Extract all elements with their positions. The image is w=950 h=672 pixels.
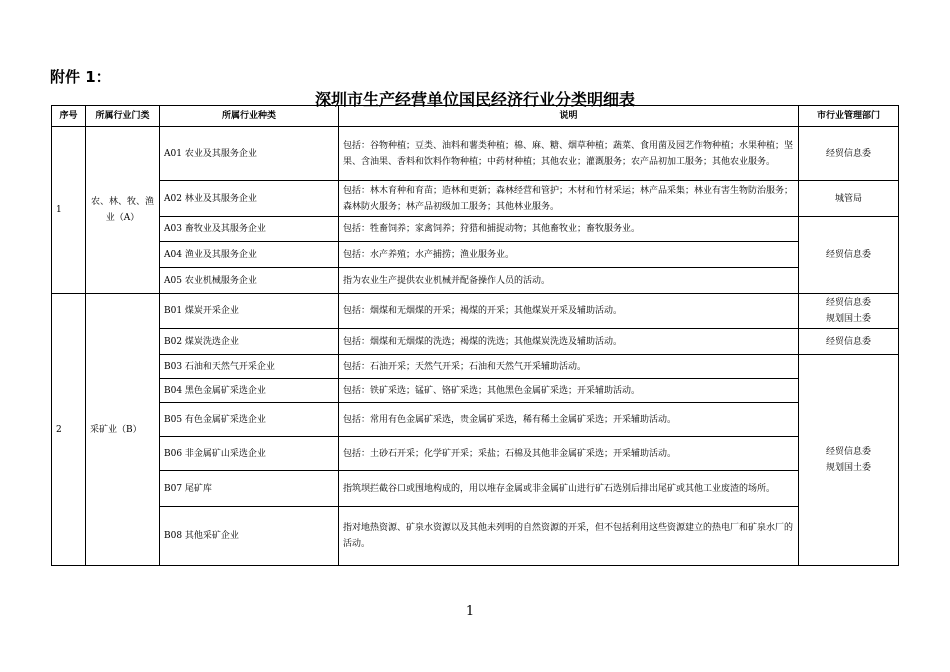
group-seq: 1 — [52, 127, 86, 294]
table-row — [52, 507, 899, 566]
industry-description: 包括：林木育种和育苗；造林和更新；森林经营和管护；木材和竹材采运；林产品采集；林业有害生物防治服务；森林防火服务；林产品初级加工服务；其他林业服务。 — [339, 181, 799, 217]
industry-description: 包括：谷物种植；豆类、油料和薯类种植；棉、麻、糖、烟草种植；蔬菜、食用菌及园艺作物种植；水果种植；坚果、含油果、香料和饮料作物种植；中药材种植；其他农业；灌溉服务；农产品初加工服务；其他农业服务。 — [339, 127, 799, 181]
industry-description: 指筑坝拦截谷口或围地构成的，用以堆存金属或非金属矿山进行矿石选别后排出尾矿或其他工业废渣的场所。 — [339, 471, 799, 507]
industry-type: B08 其他采矿企业 — [160, 507, 339, 566]
industry-description: 包括：牲畜饲养；家禽饲养；狩猎和捕捉动物；其他畜牧业；畜牧服务业。 — [339, 217, 799, 242]
header-category: 所属行业门类 — [86, 106, 160, 127]
industry-type: B07 尾矿库 — [160, 471, 339, 507]
table-row — [52, 329, 899, 355]
industry-type: A01 农业及其服务企业 — [160, 127, 339, 181]
industry-description: 包括：烟煤和无烟煤的洗选；褐煤的洗选；其他煤炭洗选及辅助活动。 — [339, 329, 799, 355]
dept-line: 规划国土委 — [825, 314, 871, 324]
table-header-row — [52, 106, 899, 127]
table-row — [52, 127, 899, 181]
page-number: 1 — [465, 604, 475, 619]
industry-description: 包括：土砂石开采；化学矿开采；采盐；石棉及其他非金属矿采选；开采辅助活动。 — [339, 437, 799, 471]
table-row — [52, 403, 899, 437]
dept-line: 经贸信息委 — [825, 447, 871, 457]
industry-type: B05 有色金属矿采选企业 — [160, 403, 339, 437]
industry-description: 包括：铁矿采选；锰矿、铬矿采选；其他黑色金属矿采选；开采辅助活动。 — [339, 379, 799, 403]
industry-type: A05 农业机械服务企业 — [160, 268, 339, 294]
management-dept: 经贸信息委 — [799, 127, 899, 181]
industry-type: B01 煤炭开采企业 — [160, 294, 339, 329]
industry-classification-table — [51, 105, 899, 566]
industry-description: 包括：水产养殖；水产捕捞；渔业服务业。 — [339, 242, 799, 268]
header-dept: 市行业管理部门 — [799, 106, 899, 127]
table-row — [52, 294, 899, 329]
group-category: 农、林、牧、渔业（A） — [86, 127, 160, 294]
table-row — [52, 268, 899, 294]
dept-line: 经贸信息委 — [825, 298, 871, 308]
document-title: 深圳市生产经营单位国民经济行业分类明细表 — [314, 90, 635, 109]
header-type: 所属行业种类 — [160, 106, 339, 127]
table-row — [52, 217, 899, 242]
table-row — [52, 355, 899, 379]
industry-description: 指为农业生产提供农业机械并配备操作人员的活动。 — [339, 268, 799, 294]
header-seq: 序号 — [52, 106, 86, 127]
industry-description: 包括：烟煤和无烟煤的开采；褐煤的开采；其他煤炭开采及辅助活动。 — [339, 294, 799, 329]
management-dept: 城管局 — [799, 181, 899, 217]
industry-type: B06 非金属矿山采选企业 — [160, 437, 339, 471]
dept-line: 规划国土委 — [825, 463, 871, 473]
table-row — [52, 437, 899, 471]
industry-type: A02 林业及其服务企业 — [160, 181, 339, 217]
dept-line: 经贸信息委 — [825, 336, 871, 347]
industry-description: 包括：石油开采；天然气开采；石油和天然气开采辅助活动。 — [339, 355, 799, 379]
industry-type: B03 石油和天然气开采企业 — [160, 355, 339, 379]
attachment-label: 附件 1： — [50, 68, 111, 86]
group-seq: 2 — [52, 294, 86, 566]
industry-type: B04 黑色金属矿采选企业 — [160, 379, 339, 403]
industry-description: 指对地热资源、矿泉水资源以及其他未列明的自然资源的开采，但不包括利用这些资源建立的热电厂和矿泉水厂的活动。 — [339, 507, 799, 566]
group-category: 采矿业（B） — [86, 294, 160, 566]
management-dept — [799, 329, 899, 355]
table-row — [52, 181, 899, 217]
management-dept — [799, 294, 899, 329]
industry-type: A04 渔业及其服务企业 — [160, 242, 339, 268]
header-desc: 说明 — [339, 106, 799, 127]
industry-type: B02 煤炭洗选企业 — [160, 329, 339, 355]
table-row — [52, 379, 899, 403]
table-row — [52, 242, 899, 268]
industry-description: 包括：常用有色金属矿采选，贵金属矿采选，稀有稀土金属矿采选；开采辅助活动。 — [339, 403, 799, 437]
table-row — [52, 471, 899, 507]
management-dept — [799, 355, 899, 566]
management-dept: 经贸信息委 — [799, 217, 899, 294]
industry-type: A03 畜牧业及其服务企业 — [160, 217, 339, 242]
